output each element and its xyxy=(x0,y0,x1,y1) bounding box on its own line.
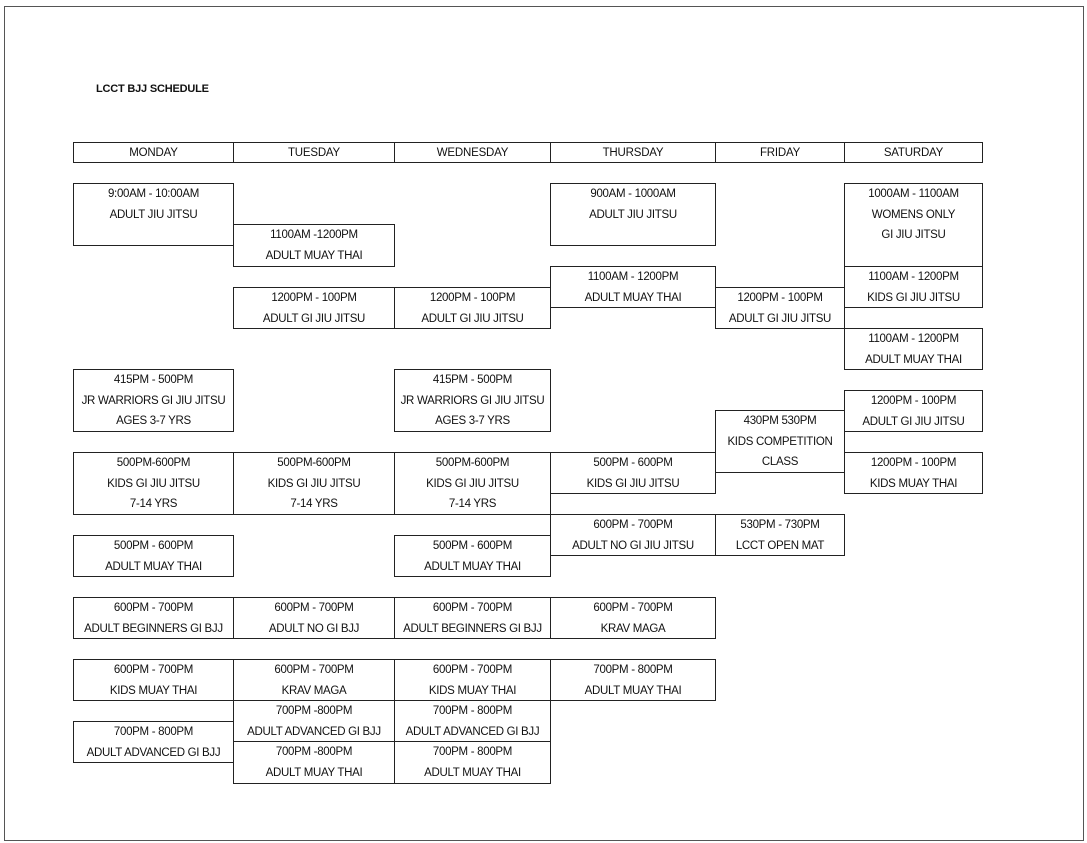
class-time: 1100AM - 1200PM xyxy=(868,333,959,345)
class-time: 600PM - 700PM xyxy=(432,664,513,676)
class-name: KRAV MAGA xyxy=(600,622,666,635)
class-name: ADULT GI JIU JITSU xyxy=(862,415,965,428)
class-slot-tue-4 xyxy=(233,597,395,639)
class-time: 600PM - 700PM xyxy=(113,664,194,676)
class-time: 900AM - 1000AM xyxy=(590,188,676,200)
class-name: KIDS GI JIU JITSU xyxy=(867,291,960,304)
class-slot-thu-2 xyxy=(550,266,716,308)
class-slot-thu-4 xyxy=(550,514,716,556)
class-slot-tue-1 xyxy=(233,224,395,267)
class-name: ADULT JIU JITSU xyxy=(589,208,677,221)
class-slot-sat-1 xyxy=(844,183,983,267)
class-name: 7-14 YRS xyxy=(290,498,338,511)
class-name: 7-14 YRS xyxy=(129,498,178,511)
class-name: ADULT MUAY THAI xyxy=(424,766,521,779)
class-slot-mon-6 xyxy=(73,659,234,701)
class-slot-tue-7 xyxy=(233,741,395,784)
class-slot-wed-8 xyxy=(394,741,551,784)
class-slot-mon-5 xyxy=(73,597,234,639)
class-time: 1200PM - 100PM xyxy=(271,292,357,304)
class-time: 700PM - 800PM xyxy=(432,705,513,717)
day-header-friday: FRIDAY xyxy=(715,142,845,163)
class-slot-thu-6 xyxy=(550,659,716,701)
class-slot-tue-6 xyxy=(233,700,395,742)
class-slot-tue-5 xyxy=(233,659,395,701)
class-name: KIDS COMPETITION xyxy=(727,435,833,448)
class-slot-mon-7 xyxy=(73,721,234,763)
class-time: 1200PM - 100PM xyxy=(870,395,957,407)
class-name: ADULT MUAY THAI xyxy=(424,560,521,573)
class-name: KIDS MUAY THAI xyxy=(869,477,958,490)
class-name: CLASS xyxy=(761,456,799,469)
class-name: KIDS MUAY THAI xyxy=(428,684,517,697)
class-name: 7-14 YRS xyxy=(448,498,497,511)
class-slot-sat-4 xyxy=(844,390,983,432)
class-slot-fri-1 xyxy=(715,287,845,329)
class-name: ADULT JIU JITSU xyxy=(109,208,198,221)
class-slot-thu-1 xyxy=(550,183,716,246)
class-slot-fri-2 xyxy=(715,410,845,473)
class-time: 500PM - 600PM xyxy=(593,457,673,469)
class-name: KIDS GI JIU JITSU xyxy=(426,477,519,490)
class-time: 1100AM - 1200PM xyxy=(868,271,959,283)
class-slot-wed-5 xyxy=(394,597,551,639)
class-slot-wed-6 xyxy=(394,659,551,701)
class-name: ADULT NO GI JIU JITSU xyxy=(572,539,694,552)
page-title: LCCT BJJ SCHEDULE xyxy=(96,83,209,95)
class-name: ADULT ADVANCED GI BJJ xyxy=(86,746,221,759)
class-slot-thu-3 xyxy=(550,452,716,494)
class-time: 700PM -800PM xyxy=(275,705,353,717)
day-header-wednesday: WEDNESDAY xyxy=(394,142,551,163)
class-time: 430PM 530PM xyxy=(743,415,817,427)
class-time: 700PM - 800PM xyxy=(113,726,194,738)
day-header-thursday: THURSDAY xyxy=(550,142,716,163)
class-slot-sat-5 xyxy=(844,452,983,494)
day-header-saturday: SATURDAY xyxy=(844,142,983,163)
class-name: KIDS GI JIU JITSU xyxy=(586,477,680,490)
class-name: ADULT BEGINNERS GI BJJ xyxy=(84,622,223,635)
class-slot-wed-1 xyxy=(394,287,551,329)
class-time: 600PM - 700PM xyxy=(113,602,194,614)
class-time: 1200PM - 100PM xyxy=(737,292,823,304)
class-time: 9:00AM - 10:00AM xyxy=(107,188,200,200)
class-slot-tue-3 xyxy=(233,452,395,515)
class-name: JR WARRIORS GI JIU JITSU xyxy=(81,394,226,407)
class-name: ADULT BEGINNERS GI BJJ xyxy=(403,622,542,635)
class-time: 500PM - 600PM xyxy=(113,540,194,552)
class-name: ADULT MUAY THAI xyxy=(584,291,682,304)
class-slot-wed-2 xyxy=(394,369,551,432)
class-time: 500PM-600PM xyxy=(116,457,191,469)
class-time: 700PM - 800PM xyxy=(432,746,513,758)
class-name: AGES 3-7 YRS xyxy=(116,415,191,428)
day-header-tuesday: TUESDAY xyxy=(233,142,395,163)
class-time: 600PM - 700PM xyxy=(593,602,673,614)
class-time: 1200PM - 100PM xyxy=(429,292,516,304)
class-slot-thu-5 xyxy=(550,597,716,639)
class-name: ADULT MUAY THAI xyxy=(265,249,363,262)
class-slot-mon-2 xyxy=(73,369,234,432)
class-time: 600PM - 700PM xyxy=(274,664,354,676)
class-time: 700PM -800PM xyxy=(275,746,353,758)
class-name: GI JIU JITSU xyxy=(881,229,946,242)
class-time: 700PM - 800PM xyxy=(593,664,673,676)
class-name: ADULT MUAY THAI xyxy=(865,353,962,366)
class-name: LCCT OPEN MAT xyxy=(735,539,825,552)
class-time: 530PM - 730PM xyxy=(740,519,820,531)
class-slot-mon-3 xyxy=(73,452,234,515)
class-slot-fri-3 xyxy=(715,514,845,556)
class-name: ADULT GI JIU JITSU xyxy=(421,312,524,325)
class-name: ADULT MUAY THAI xyxy=(265,766,363,779)
class-slot-wed-4 xyxy=(394,535,551,577)
class-slot-wed-3 xyxy=(394,452,551,515)
class-name: ADULT MUAY THAI xyxy=(584,684,682,697)
class-time: 415PM - 500PM xyxy=(432,374,513,386)
class-name: ADULT GI JIU JITSU xyxy=(262,312,366,325)
class-name: ADULT ADVANCED GI BJJ xyxy=(247,725,381,738)
class-name: WOMENS ONLY xyxy=(871,208,956,221)
class-slot-mon-1 xyxy=(73,183,234,246)
class-time: 500PM - 600PM xyxy=(432,540,513,552)
class-time: 1000AM - 1100AM xyxy=(868,188,959,200)
class-name: AGES 3-7 YRS xyxy=(435,415,510,428)
class-name: KIDS GI JIU JITSU xyxy=(267,477,361,490)
class-name: ADULT GI JIU JITSU xyxy=(728,312,832,325)
class-slot-sat-2 xyxy=(844,266,983,308)
class-slot-tue-2 xyxy=(233,287,395,329)
class-time: 1200PM - 100PM xyxy=(870,457,957,469)
class-time: 600PM - 700PM xyxy=(432,602,513,614)
class-time: 1100AM -1200PM xyxy=(270,229,358,241)
class-name: KIDS GI JIU JITSU xyxy=(107,477,200,490)
class-time: 500PM-600PM xyxy=(277,457,351,469)
class-name: ADULT NO GI BJJ xyxy=(268,622,360,635)
class-name: ADULT MUAY THAI xyxy=(105,560,202,573)
class-slot-sat-3 xyxy=(844,328,983,370)
day-header-monday: MONDAY xyxy=(73,142,234,163)
class-slot-mon-4 xyxy=(73,535,234,577)
class-name: KIDS MUAY THAI xyxy=(109,684,198,697)
class-time: 500PM-600PM xyxy=(435,457,510,469)
class-time: 600PM - 700PM xyxy=(593,519,673,531)
class-time: 415PM - 500PM xyxy=(113,374,194,386)
class-name: JR WARRIORS GI JIU JITSU xyxy=(400,394,545,407)
class-time: 600PM - 700PM xyxy=(274,602,354,614)
class-slot-wed-7 xyxy=(394,700,551,742)
class-name: KRAV MAGA xyxy=(281,684,347,697)
class-time: 1100AM - 1200PM xyxy=(587,271,679,283)
class-name: ADULT ADVANCED GI BJJ xyxy=(405,725,540,738)
